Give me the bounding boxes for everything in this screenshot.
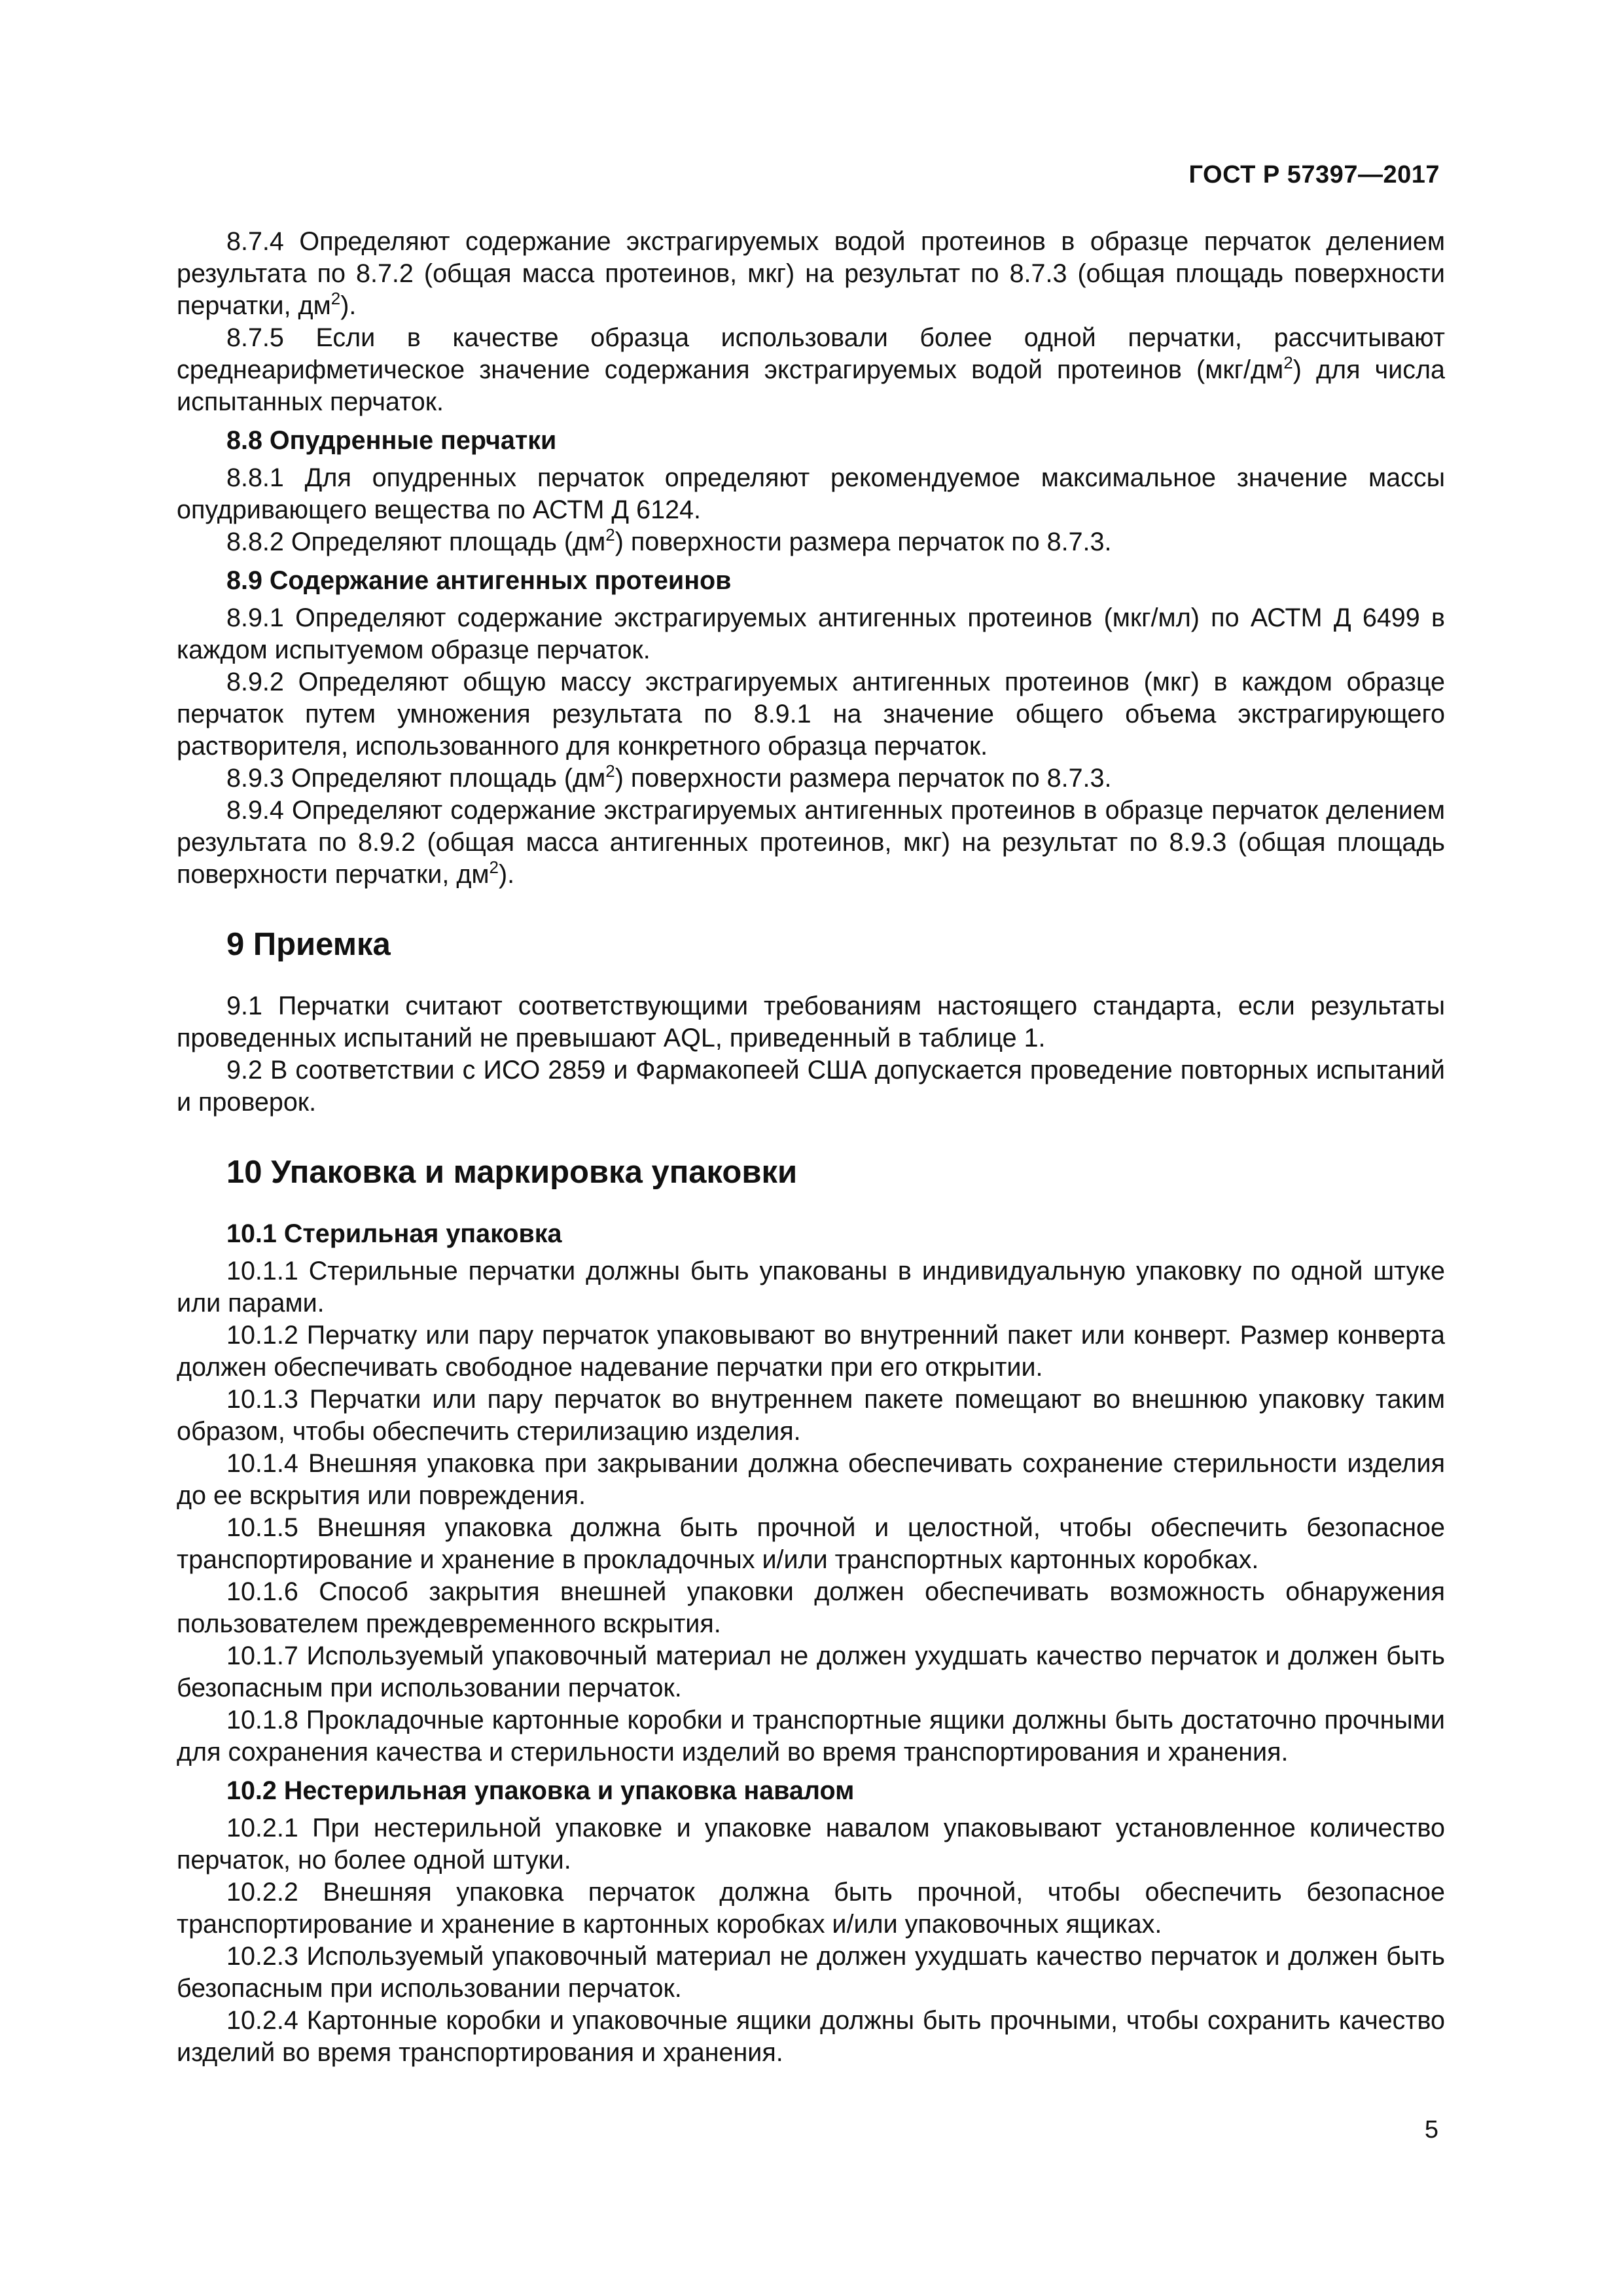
paragraph — [177, 2005, 1445, 2069]
document-body — [177, 226, 1445, 2069]
superscript: 2 — [605, 761, 615, 781]
page-number: 5 — [1424, 2116, 1438, 2144]
text-run: 8.7.4 Определяют содержание экстрагируемых водой протеинов в образце перчаток делением результата по 8.7.2 (общая масса протеинов, мкг) на результат по 8.7.3 (общая площадь поверхности перчатки, дм — [177, 227, 1445, 320]
text-run: 10.1 Стерильная упаковка — [226, 1219, 562, 1248]
text-run: 10.1.5 Внешняя упаковка должна быть прочной и целостной, чтобы обеспечить безопасное транспортирование и хранение в прокладочных и/или транспортных картонных коробках. — [177, 1513, 1445, 1574]
text-run: 10.1.3 Перчатки или пару перчаток во внутреннем пакете помещают во внешнюю упаковку таким образом, чтобы обеспечить стерилизацию изделия. — [177, 1385, 1445, 1446]
text-run: 8.9.2 Определяют общую массу экстрагируемых антигенных протеинов (мкг) в каждом образце перчаток путем умножения результата по 8.9.1 на значение общего объема экстрагирующего растворителя, использованного для конкретного образца перчаток. — [177, 668, 1445, 761]
text-run: ) для числа испытанных перчаток. — [177, 355, 1445, 416]
paragraph — [177, 1576, 1445, 1640]
text-run: 10.2 Нестерильная упаковка и упаковка навалом — [226, 1776, 855, 1805]
paragraph — [177, 1319, 1445, 1384]
text-run: 10.2.3 Используемый упаковочный материал не должен ухудшать качество перчаток и должен быть безопасным при использовании перчаток. — [177, 1942, 1445, 2003]
text-run: 9.2 В соответствии с ИСО 2859 и Фармакопеей США допускается проведение повторных испытаний и проверок. — [177, 1056, 1445, 1117]
superscript: 2 — [605, 525, 615, 545]
text-run: 8.8 Опудренные перчатки — [226, 426, 557, 455]
text-run: 10.1.1 Стерильные перчатки должны быть упакованы в индивидуальную упаковку по одной штуке или парами. — [177, 1257, 1445, 1318]
superscript: 2 — [330, 289, 341, 308]
subsection-heading — [226, 1775, 1445, 1807]
text-run: ) поверхности размера перчаток по 8.7.3. — [615, 764, 1112, 793]
text-run: 10.1.7 Используемый упаковочный материал не должен ухудшать качество перчаток и должен быть безопасным при использовании перчаток. — [177, 1641, 1445, 1702]
subsection-heading — [226, 565, 1445, 597]
paragraph — [177, 602, 1445, 666]
text-run: 8.9.3 Определяют площадь (дм — [226, 764, 606, 793]
section-heading — [226, 926, 1445, 963]
paragraph — [177, 1512, 1445, 1576]
text-run: ). — [340, 291, 357, 320]
paragraph — [177, 1448, 1445, 1512]
text-run: 10.1.2 Перчатку или пару перчаток упаковывают во внутренний пакет или конверт. Размер конверта должен обеспечивать свободное надевание перчатки при его открытии. — [177, 1321, 1445, 1382]
text-run: 8.8.1 Для опудренных перчаток определяют рекомендуемое максимальное значение массы опудривающего вещества по АСТМ Д 6124. — [177, 463, 1445, 524]
text-run: 8.9.4 Определяют содержание экстрагируемых антигенных протеинов в образце перчаток делением результата по 8.9.2 (общая масса антигенных протеинов, мкг) на результат по 8.9.3 (общая площадь поверхности перчатки, дм — [177, 796, 1445, 889]
text-run: 9.1 Перчатки считают соответствующими требованиям настоящего стандарта, если результаты проведенных испытаний не превышают AQL, приведенный в таблице 1. — [177, 992, 1445, 1052]
section-heading — [226, 1154, 1445, 1191]
paragraph — [177, 762, 1445, 795]
paragraph — [177, 526, 1445, 558]
paragraph — [177, 462, 1445, 526]
text-run: 10.1.8 Прокладочные картонные коробки и транспортные ящики должны быть достаточно прочными для сохранения качества и стерильности изделий во время транспортирования и хранения. — [177, 1706, 1445, 1767]
superscript: 2 — [1283, 353, 1293, 372]
subsection-heading — [226, 1218, 1445, 1250]
text-run: 10.1.6 Способ закрытия внешней упаковки должен обеспечивать возможность обнаружения пользователем преждевременного вскрытия. — [177, 1577, 1445, 1638]
text-run: 10.2.4 Картонные коробки и упаковочные ящики должны быть прочными, чтобы сохранить качество изделий во время транспортирования и хранения. — [177, 2006, 1445, 2067]
superscript: 2 — [489, 857, 499, 877]
subsection-heading — [226, 425, 1445, 457]
text-run: 10.1.4 Внешняя упаковка при закрывании должна обеспечивать сохранение стерильности изделия до ее вскрытия или повреждения. — [177, 1449, 1445, 1510]
paragraph — [177, 666, 1445, 762]
paragraph — [177, 1941, 1445, 2005]
paragraph — [177, 1812, 1445, 1876]
text-run: ) поверхности размера перчаток по 8.7.3. — [615, 528, 1112, 556]
text-run: 10.2.2 Внешняя упаковка перчаток должна быть прочной, чтобы обеспечить безопасное транспортирование и хранение в картонных коробках и/или упаковочных ящиках. — [177, 1878, 1445, 1939]
paragraph — [177, 1640, 1445, 1704]
text-run: 10 Упаковка и маркировка упаковки — [226, 1155, 798, 1190]
text-run: 8.9.1 Определяют содержание экстрагируемых антигенных протеинов (мкг/мл) по АСТМ Д 6499 в каждом испытуемом образце перчаток. — [177, 603, 1445, 664]
paragraph — [177, 795, 1445, 891]
paragraph — [177, 990, 1445, 1054]
paragraph — [177, 1704, 1445, 1768]
paragraph — [177, 1054, 1445, 1119]
paragraph — [177, 322, 1445, 418]
text-run: 8.8.2 Определяют площадь (дм — [226, 528, 606, 556]
paragraph — [177, 1255, 1445, 1319]
standard-code: ГОСТ Р 57397—2017 — [1188, 161, 1440, 188]
paragraph — [177, 1384, 1445, 1448]
text-run: 8.7.5 Если в качестве образца использовали более одной перчатки, рассчитывают среднеарифметическое значение содержания экстрагируемых водой протеинов (мкг/дм — [177, 323, 1445, 384]
text-run: ). — [499, 860, 515, 889]
text-run: 8.9 Содержание антигенных протеинов — [226, 566, 732, 595]
text-run: 9 Приемка — [226, 927, 391, 962]
text-run: 10.2.1 При нестерильной упаковке и упаковке навалом упаковывают установленное количество перчаток, но более одной штуки. — [177, 1814, 1445, 1874]
paragraph — [177, 226, 1445, 322]
paragraph — [177, 1876, 1445, 1941]
